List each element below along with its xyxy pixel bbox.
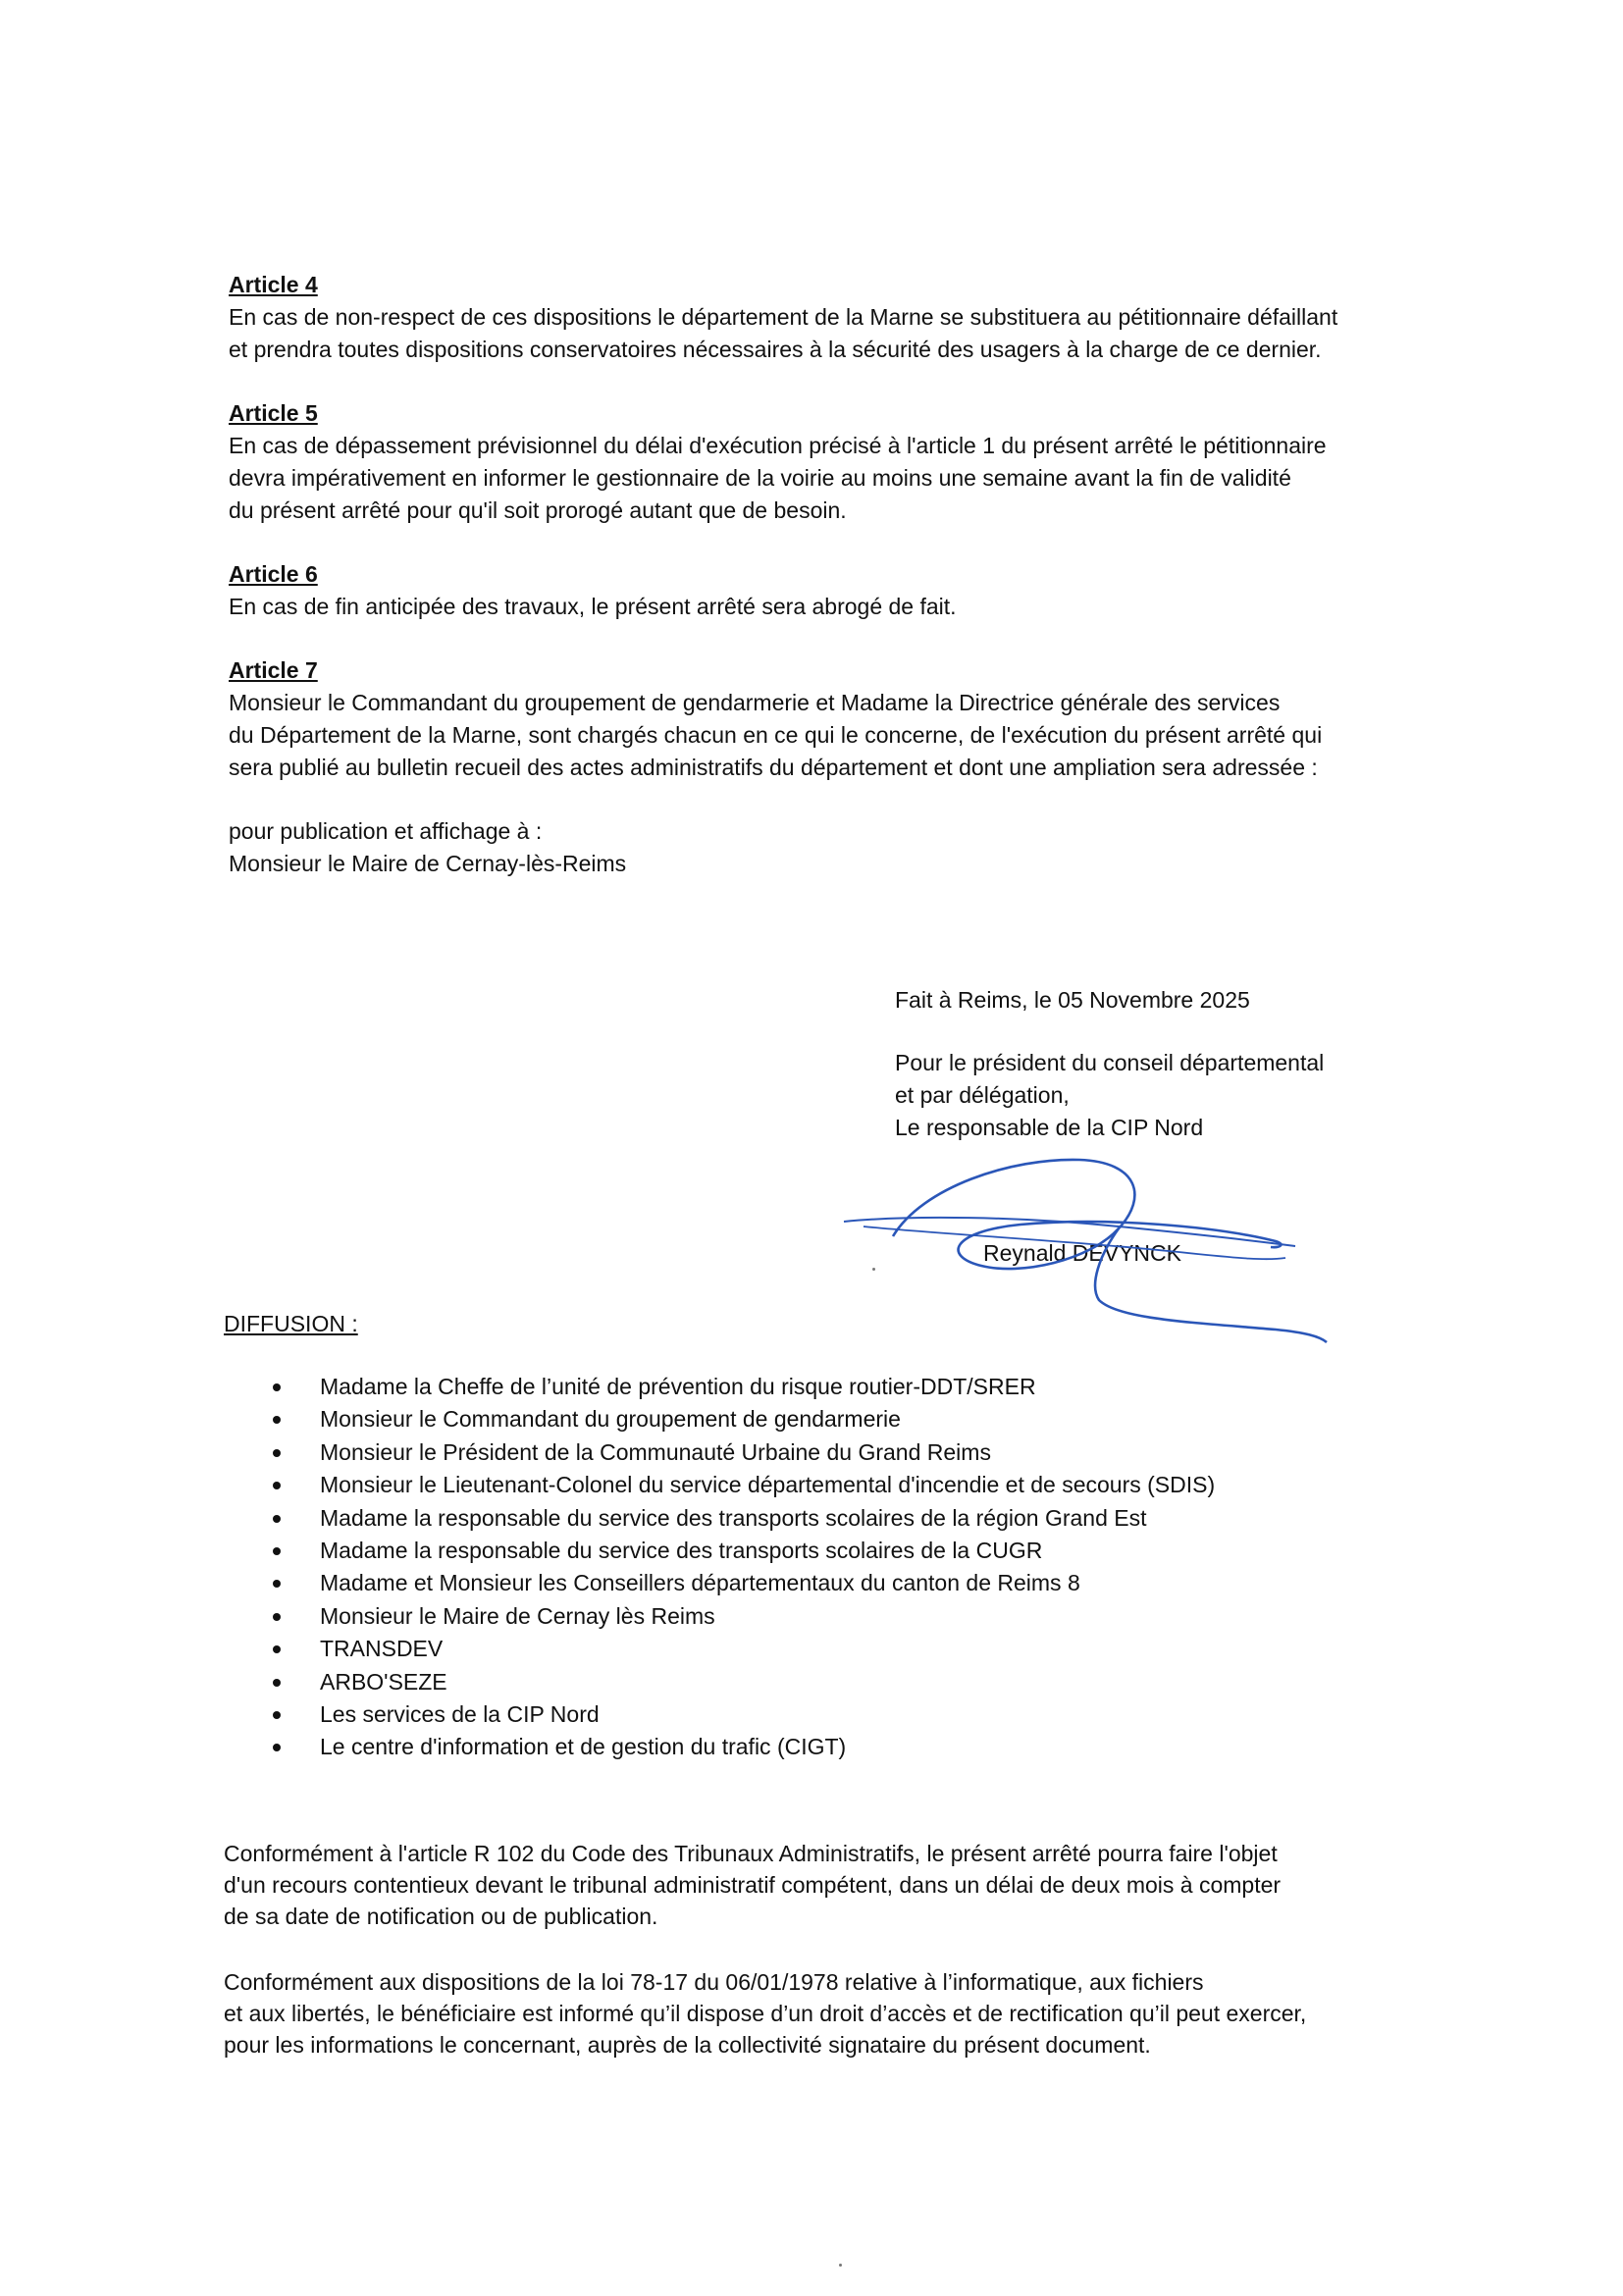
diffusion-item-text: Madame la responsable du service des transports scolaires de la CUGR xyxy=(320,1537,1043,1563)
signature-line: Pour le président du conseil départemental xyxy=(895,1050,1325,1075)
legal-text-line: Conformément à l'article R 102 du Code des Tribunaux Administratifs, le présent arrêté pourra faire l'objet xyxy=(224,1841,1278,1866)
diffusion-item-text: Monsieur le Président de la Communauté Urbaine du Grand Reims xyxy=(320,1438,991,1465)
signature-strokes xyxy=(844,1160,1327,1342)
bullet-icon xyxy=(273,1449,281,1457)
bullet-icon xyxy=(273,1515,281,1523)
bullet-icon xyxy=(273,1383,281,1391)
article-7 xyxy=(229,654,1416,784)
diffusion-item-text: Madame la responsable du service des transports scolaires de la région Grand Est xyxy=(320,1504,1147,1531)
diffusion-item-text: Monsieur le Commandant du groupement de gendarmerie xyxy=(320,1406,901,1433)
article-text-line: En cas de fin anticipée des travaux, le présent arrêté sera abrogé de fait. xyxy=(229,594,957,619)
diffusion-item xyxy=(267,1600,1215,1633)
article-text-line: devra impérativement en informer le gestionnaire de la voirie au moins une semaine avant la fin de validité xyxy=(229,465,1291,491)
article-heading: Article 4 xyxy=(229,272,318,297)
diffusion-item xyxy=(267,1436,1215,1469)
diffusion-item-text: Les services de la CIP Nord xyxy=(320,1700,600,1727)
diffusion-title: DIFFUSION : xyxy=(224,1311,358,1336)
article-text-line: et prendra toutes dispositions conservatoires nécessaires à la sécurité des usagers à la charge de ce dernier. xyxy=(229,337,1322,362)
bullet-icon xyxy=(273,1645,281,1653)
legal-text-line: pour les informations le concernant, auprès de la collectivité signataire du présent document. xyxy=(224,2032,1151,2058)
legal-text-line: Conformément aux dispositions de la loi 78-17 du 06/01/1978 relative à l’informatique, aux fichiers xyxy=(224,1969,1204,1995)
legal-text-line: de sa date de notification ou de publication. xyxy=(224,1904,658,1929)
article-heading: Article 5 xyxy=(229,400,318,426)
article-heading: Article 7 xyxy=(229,657,318,683)
publication-recipient: Monsieur le Maire de Cernay-lès-Reims xyxy=(229,851,627,876)
bullet-icon xyxy=(273,1744,281,1751)
legal-text-line: d'un recours contentieux devant le tribunal administratif compétent, dans un délai de deux mois à compter xyxy=(224,1872,1282,1898)
article-text-line: du Département de la Marne, sont chargés chacun en ce qui le concerne, de l'exécution du présent arrêté qui xyxy=(229,722,1323,748)
diffusion-item-text: TRANSDEV xyxy=(320,1636,444,1662)
diffusion-item xyxy=(267,1469,1215,1501)
bullet-icon xyxy=(273,1711,281,1719)
signature-line: et par délégation, xyxy=(895,1082,1070,1108)
article-text-line: sera publié au bulletin recueil des actes administratifs du département et dont une ampliation sera adressée : xyxy=(229,755,1318,780)
bullet-icon xyxy=(273,1482,281,1489)
publication-block xyxy=(229,815,1416,880)
legal-text-line: et aux libertés, le bénéficiaire est informé qu’il dispose d’un droit d’accès et de rectification qu’il peut exercer, xyxy=(224,2001,1307,2026)
article-4 xyxy=(229,269,1416,366)
article-text-line: En cas de non-respect de ces dispositions le département de la Marne se substituera au pétitionnaire défaillant xyxy=(229,304,1338,330)
scan-speck xyxy=(839,2264,842,2267)
article-text-line: Monsieur le Commandant du groupement de gendarmerie et Madame la Directrice générale des services xyxy=(229,690,1281,715)
publication-intro: pour publication et affichage à : xyxy=(229,818,543,844)
diffusion-item xyxy=(267,1502,1215,1535)
diffusion-item-text: Monsieur le Lieutenant-Colonel du service départemental d'incendie et de secours (SDIS) xyxy=(320,1472,1216,1498)
diffusion-item xyxy=(267,1535,1215,1567)
diffusion-item-text: ARBO'SEZE xyxy=(320,1668,447,1695)
legal-data-protection xyxy=(224,1966,1416,2061)
article-text-line: En cas de dépassement prévisionnel du délai d'exécution précisé à l'article 1 du présent arrêté le pétitionnaire xyxy=(229,433,1327,458)
diffusion-item-text: Le centre d'information et de gestion du trafic (CIGT) xyxy=(320,1734,847,1760)
bullet-icon xyxy=(273,1547,281,1555)
diffusion-item-text: Monsieur le Maire de Cernay lès Reims xyxy=(320,1602,715,1629)
article-heading: Article 6 xyxy=(229,561,318,587)
bullet-icon xyxy=(273,1416,281,1424)
diffusion-item xyxy=(267,1371,1215,1403)
legal-recourse xyxy=(224,1838,1416,1932)
article-5 xyxy=(229,397,1416,527)
bullet-icon xyxy=(273,1679,281,1687)
signer-name: Reynald DEVYNCK xyxy=(983,1240,1181,1266)
diffusion-item-text: Madame la Cheffe de l’unité de prévention du risque routier-DDT/SRER xyxy=(320,1374,1036,1399)
place-date: Fait à Reims, le 05 Novembre 2025 xyxy=(895,987,1250,1013)
handwritten-signature xyxy=(824,1119,1335,1354)
diffusion-item xyxy=(267,1567,1215,1599)
diffusion-item xyxy=(267,1403,1215,1435)
diffusion-item xyxy=(267,1666,1215,1698)
diffusion-list xyxy=(267,1371,1215,1764)
diffusion-item xyxy=(267,1731,1215,1763)
bullet-icon xyxy=(273,1580,281,1588)
signature-line: Le responsable de la CIP Nord xyxy=(895,1115,1204,1140)
diffusion-item xyxy=(267,1633,1215,1665)
bullet-icon xyxy=(273,1613,281,1621)
diffusion-item xyxy=(267,1698,1215,1731)
article-6 xyxy=(229,558,1416,623)
diffusion-item-text: Madame et Monsieur les Conseillers départementaux du canton de Reims 8 xyxy=(320,1570,1080,1596)
article-text-line: du présent arrêté pour qu'il soit prorogé autant que de besoin. xyxy=(229,497,847,523)
